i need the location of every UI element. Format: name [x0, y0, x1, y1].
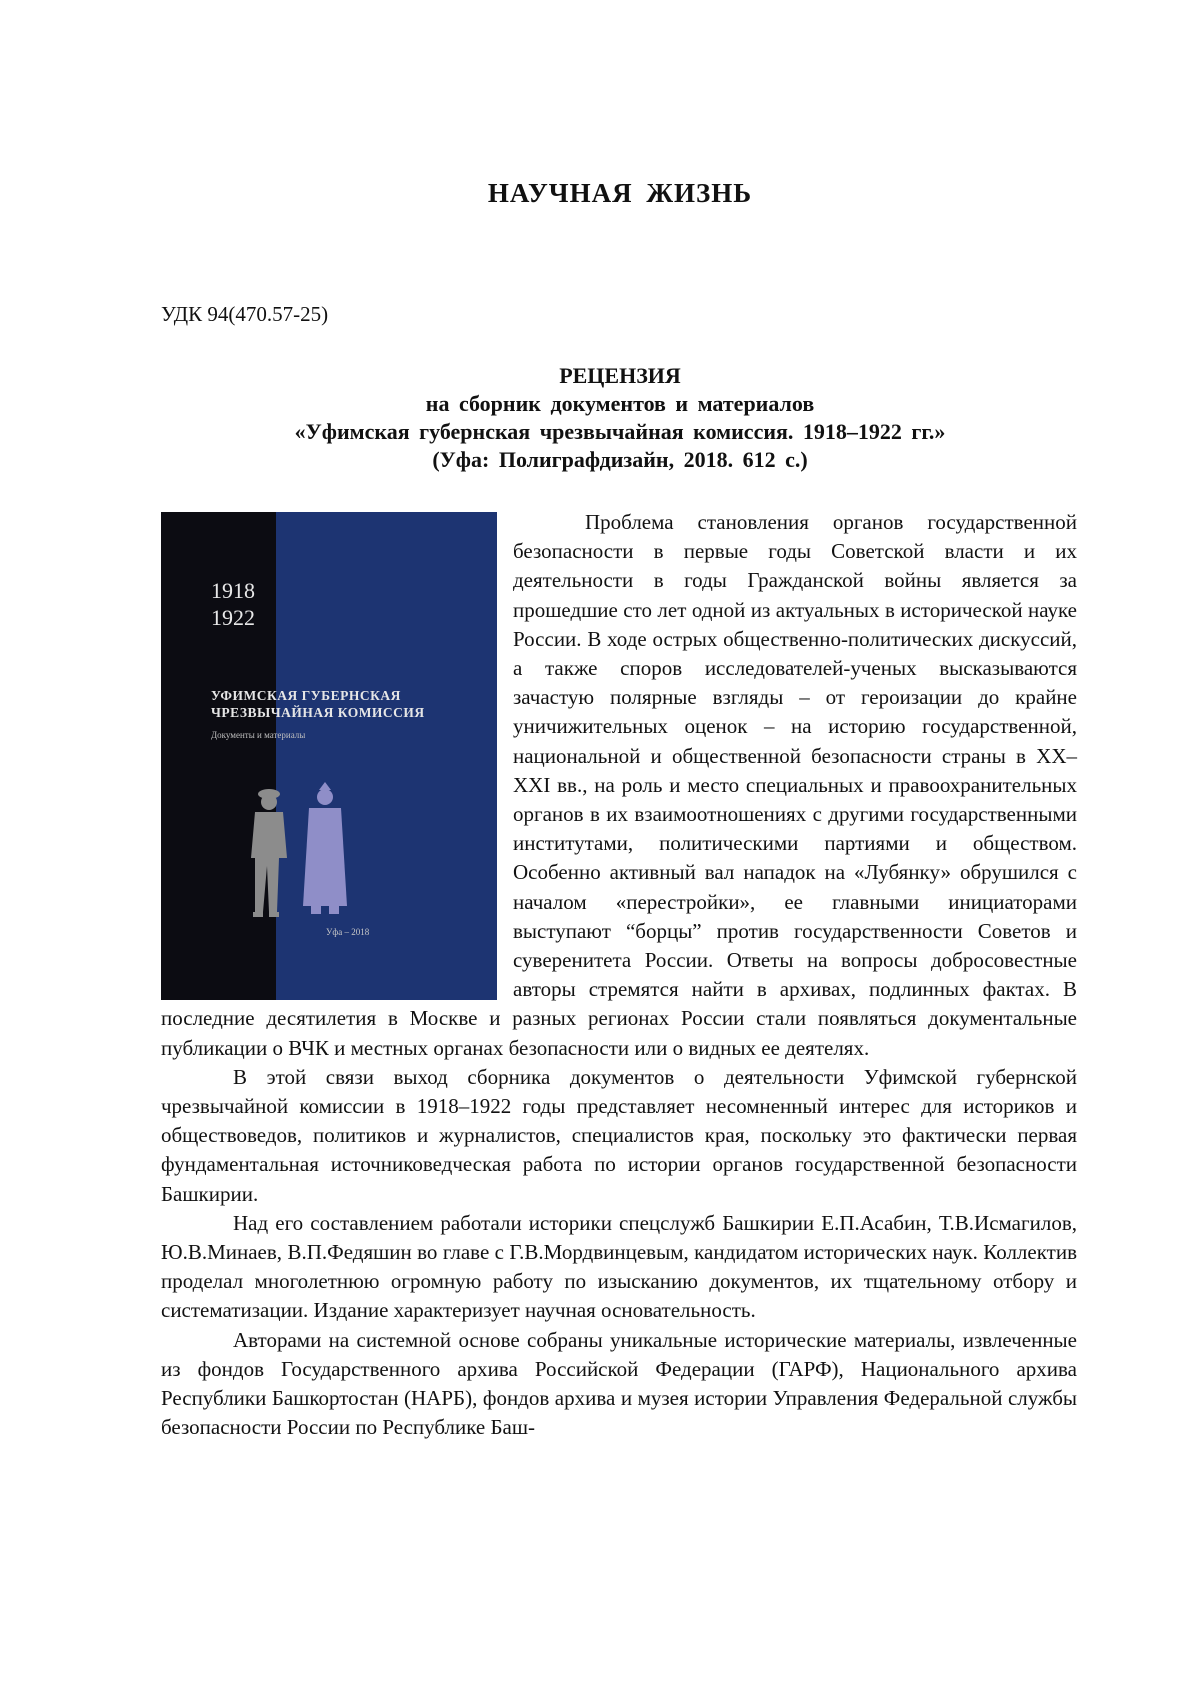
review-subject-line: на сборник документов и материалов	[425, 391, 815, 416]
cover-year-end: 1922	[211, 605, 255, 630]
cover-title-line1: УФИМСКАЯ ГУБЕРНСКАЯ	[211, 688, 401, 703]
section-title: НАУЧНАЯ ЖИЗНЬ	[487, 178, 753, 208]
udc-code: УДК 94(470.57-25)	[161, 302, 329, 326]
article-body	[161, 508, 1077, 1443]
cover-place-year: Уфа – 2018	[326, 927, 370, 937]
review-heading-block	[160, 362, 1080, 474]
review-publication-info: (Уфа: Полиграфдизайн, 2018. 612 с.)	[432, 447, 808, 472]
review-heading: РЕЦЕНЗИЯ	[559, 363, 681, 388]
paragraph: Авторами на системной основе собраны уникальные исторические материалы, извлеченные из фондов Государственного архива Российской Федерации (ГАРФ), Национального архива Республики Башкортостан (НАРБ), фондов архива и музея истории Управления Федеральной службы безопасности России по Республике Баш-	[161, 1327, 1077, 1440]
cover-subtitle: Документы и материалы	[211, 730, 306, 740]
review-book-title: «Уфимская губернская чрезвычайная комиссия. 1918–1922 гг.»	[294, 419, 946, 444]
paragraph: Над его составлением работали историки спецслужб Башкирии Е.П.Асабин, Т.В.Исмагилов, Ю.В.Минаев, В.П.Федяшин во главе с Г.В.Мордвинцевым, кандидатом исторических наук. Коллектив проделал многолетнюю огромную работу по изысканию документов, их тщательному отбору и систематизации. Издание характеризует научная основательность.	[161, 1210, 1077, 1323]
paragraph: В этой связи выход сборника документов о деятельности Уфимской губернской чрезвычайной комиссии в 1918–1922 годы представляет несомненный интерес для историков и обществоведов, политиков и журналистов, специалистов края, поскольку это фактически первая фундаментальная источниковедческая работа по истории органов государственной безопасности Башкирии.	[161, 1064, 1077, 1206]
paragraph: Проблема становления органов государственной безопасности в первые годы Советской власти и их деятельности в годы Гражданской войны является за прошедшие сто лет одной из актуальных в исторической науке России. В ходе острых общественно-политических дискуссий, а также споров исследователей-ученых высказываются зачастую полярные взгляды – от героизации до крайне уничижительных оценок – на историю государственной, национальной и общественной безопасности страны в XX–XXI вв., на роль и место специальных и правоохранительных органов в их взаимоотношениях с другими государственными институтами, политическими партиями и обществом. Особенно активный вал нападок на «Лубянку» обрушился с началом «перестройки», ее главными инициаторами выступают “борцы” против государственности Советов и суверенитета России. Ответы на вопросы добросовестные авторы стремятся найти в архивах, подлинных фактах. В последние десятилетия в Москве и разных регионах России стали появляться документальные публикации о ВЧК и местных органах безопасности или о видных ее деятелях.	[161, 510, 1077, 1060]
cover-year-start: 1918	[211, 578, 255, 603]
cover-title-line2: ЧРЕЗВЫЧАЙНАЯ КОМИССИЯ	[211, 705, 425, 720]
cover-float-space	[161, 508, 513, 1000]
